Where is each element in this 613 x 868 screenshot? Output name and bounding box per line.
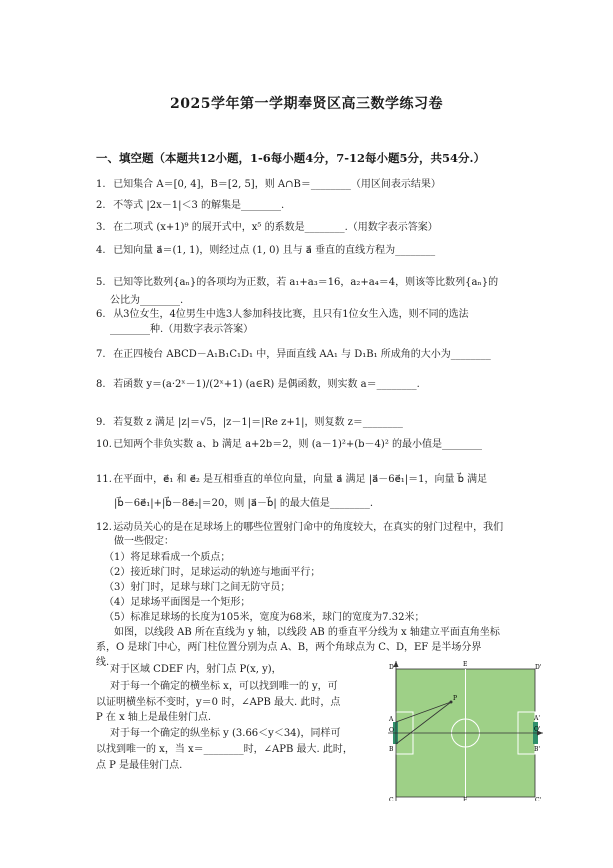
question-8 [96, 378, 420, 392]
section-heading: 一、填空题（本题共12小题，1-6每小题4分，7-12每小题5分，共54分.） [96, 151, 486, 165]
question-text: 已知向量 a⃗＝(1, 1)，则经过点 (1, 0) 且与 a⃗ 垂直的直线方程为________ [113, 245, 436, 256]
question-11-continuation: |b⃗－6e⃗₁|+|b⃗－8e⃗₂|＝20，则 |a⃗－b⃗| 的最大值是________. [114, 498, 374, 509]
paragraph-1-line-3: 线. [96, 657, 110, 668]
question-number: 11. [96, 474, 112, 485]
question-5-continuation: 公比为________. [110, 295, 184, 306]
paragraph-3-line-1: 对于每一个确定的纵坐标 y (3.66＜y＜34)，同样可 [110, 728, 341, 739]
y-axis-arrow [394, 661, 399, 667]
paragraph-1-line-1: 如图，以线段 AB 所在直线为 y 轴，以线段 AB 的垂直平分线为 x 轴建立平面直角坐标 [114, 627, 500, 638]
paragraph-3-line-2: 以找到唯一的 x，当 x＝________时，∠APB 最大. 此时， [96, 744, 353, 755]
label-o: O [389, 727, 394, 734]
question-number: 5. [96, 277, 106, 288]
football-field-figure [388, 661, 543, 801]
question-9 [96, 416, 403, 430]
question-text: 在二项式 (x+1)⁹ 的展开式中，x⁵ 的系数是________.（用数字表示答案） [113, 222, 438, 233]
paragraph-3-line-3: 点 P 是最佳射门点. [96, 760, 183, 771]
question-text: 已知集合 A＝[0, 4]，B＝[2, 5]，则 A∩B＝________（用区间表示结果） [113, 179, 441, 190]
question-number: 12. [96, 522, 112, 533]
question-number: 7. [96, 349, 106, 360]
question-6 [96, 308, 469, 322]
question-number: 10. [96, 439, 112, 450]
question-12 [96, 521, 503, 535]
paragraph-2-line-4: P 在 x 轴上是最佳射门点. [96, 712, 212, 723]
question-number: 9. [96, 417, 106, 428]
paragraph-2-line-3: 以证明横坐标不变时，y＝0 时，∠APB 最大. 此时，点 [96, 697, 341, 708]
question-text: 在正四棱台 ABCD－A₁B₁C₁D₁ 中，异面直线 AA₁ 与 D₁B₁ 所成角的大小为________ [113, 349, 491, 360]
label-d-prime: D' [535, 664, 542, 671]
label-a: A [389, 716, 394, 723]
question-number: 6. [96, 309, 106, 320]
label-c: C [389, 797, 394, 801]
assumption-1: （1）将足球看成一个质点； [104, 552, 231, 563]
label-a-prime: A' [534, 715, 540, 722]
football-field-svg [388, 661, 543, 801]
question-text: 不等式 |2x－1|＜3 的解集是________. [113, 200, 285, 211]
question-number: 3. [96, 222, 106, 233]
question-3 [96, 221, 438, 235]
paragraph-2-line-1: 对于区域 CDEF 内，射门点 P(x, y)， [110, 664, 282, 675]
question-10 [96, 438, 482, 452]
question-1 [96, 178, 441, 192]
assumption-3: （3）射门时，足球与球门之间无防守员； [104, 582, 291, 593]
label-c-prime: C' [535, 797, 542, 801]
label-d: D [389, 664, 394, 671]
assumption-5: （5）标准足球场的长度为105米，宽度为68米，球门的宽度为7.32米； [104, 612, 425, 623]
question-2 [96, 199, 284, 213]
question-11 [96, 473, 487, 487]
question-6-continuation: ________种.（用数字表示答案） [110, 324, 254, 335]
assumption-2: （2）接近球门时，足球运动的轨迹与地面平行； [104, 567, 321, 578]
question-number: 2. [96, 200, 106, 211]
question-text: 在平面中，e⃗₁ 和 e⃗₂ 是互相垂直的单位向量，向量 a⃗ 满足 |a⃗－6e⃗₁|＝1，向量 b⃗ 满足 [113, 474, 488, 485]
question-12-continuation: 做一些假定： [114, 536, 174, 547]
question-number: 4. [96, 245, 106, 256]
label-f: F [463, 797, 468, 801]
question-7 [96, 348, 491, 362]
label-b: B [389, 746, 394, 753]
paragraph-1-line-2: 系，O 是球门中心，两门柱位置分别为点 A、B，两个角球点为 C、D，EF 是半场分界 [96, 642, 482, 653]
paragraph-2-line-2: 对于每一个确定的横坐标 x，可以找到唯一的 y，可 [110, 681, 338, 692]
question-text: 从3位女生，4位男生中选3人参加科技比赛，且只有1位女生入选，则不同的选法 [113, 309, 469, 320]
question-number: 1. [96, 179, 106, 190]
page-title: 2025学年第一学期奉贤区高三数学练习卷 [170, 96, 443, 112]
assumption-4: （4）足球场平面图是一个矩形； [104, 597, 251, 608]
label-e: E [463, 661, 468, 668]
question-number: 8. [96, 379, 106, 390]
question-text: 若函数 y＝(a·2ˣ－1)/(2ˣ+1) (a∈R) 是偶函数，则实数 a＝________. [113, 379, 420, 390]
question-5 [96, 276, 498, 290]
question-text: 已知两个非负实数 a、b 满足 a+2b＝2，则 (a－1)²+(b－4)² 的最小值是________ [113, 439, 483, 450]
label-o-prime: O' [534, 726, 541, 733]
question-text: 运动员关心的是在足球场上的哪些位置射门命中的角度较大，在真实的射门过程中，我们 [113, 522, 504, 533]
question-text: 若复数 z 满足 |z|＝√5，|z－1|＝|Re z+1|，则复数 z＝________ [113, 417, 403, 428]
label-p: P [453, 695, 458, 702]
question-text: 已知等比数列{aₙ}的各项均为正数，若 a₁+a₃＝16，a₂+a₄＝4，则该等比数列{aₙ}的 [113, 277, 499, 288]
question-4 [96, 244, 435, 258]
label-b-prime: B' [534, 746, 541, 753]
